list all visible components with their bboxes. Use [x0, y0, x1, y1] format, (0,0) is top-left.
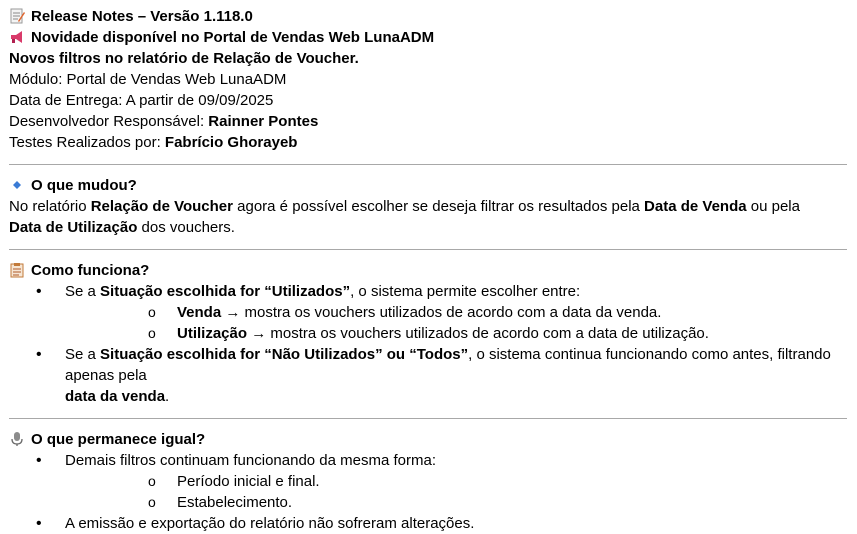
section-heading-unchanged	[9, 429, 849, 450]
announcement-text: Novidade disponível no Portal de Vendas Web LunaADM	[31, 29, 435, 46]
list-item: • A emissão e exportação do relatório não sofreram alterações.	[9, 513, 849, 534]
title-line	[9, 6, 849, 27]
how-it-works-heading: Como funciona?	[31, 262, 150, 279]
developer-name: Rainner Pontes	[208, 113, 319, 130]
text-segment: Demais filtros continuam funcionando da mesma forma:	[65, 452, 437, 469]
text-segment: .	[165, 388, 170, 405]
text-segment: No relatório	[9, 198, 91, 215]
sub-list	[65, 302, 849, 344]
memo-icon	[9, 8, 25, 24]
microphone-icon	[9, 431, 25, 447]
text-bold: Data de Utilização	[9, 219, 138, 236]
text-segment: Se a	[65, 283, 101, 300]
section-heading-what-changed	[9, 175, 849, 196]
divider	[9, 249, 847, 250]
tester-label: Testes Realizados por:	[9, 134, 165, 151]
text-bold: Utilização	[177, 325, 248, 342]
unchanged-heading: O que permanece igual?	[31, 431, 206, 448]
sub-list	[65, 471, 849, 513]
sub-list-item	[65, 302, 849, 323]
what-changed-heading: O que mudou?	[31, 177, 137, 194]
subtitle: Novos filtros no relatório de Relação de Voucher.	[9, 50, 359, 67]
blue-diamond-icon	[9, 177, 25, 193]
tester-line	[9, 132, 849, 153]
text-bold: Data de Venda	[644, 198, 747, 215]
text-bold: Venda	[177, 304, 222, 321]
list-item	[9, 281, 849, 344]
text-bold: Situação escolhida for “Utilizados”	[100, 283, 351, 300]
text-segment: , o sistema permite escolher entre:	[350, 283, 581, 300]
list-item	[9, 344, 849, 407]
text-segment: Se a	[65, 346, 101, 363]
sub-list-item	[65, 323, 849, 344]
tester-name: Fabrício Ghorayeb	[164, 134, 298, 151]
text-segment: → mostra os vouchers utilizados de acordo com a data de utilização.	[247, 325, 709, 342]
section-heading-how-it-works	[9, 260, 849, 281]
text-segment: → mostra os vouchers utilizados de acordo com a data da venda.	[221, 304, 662, 321]
text-bold: data da venda	[65, 388, 166, 405]
text-segment: ou pela	[746, 198, 800, 215]
text-bold: Relação de Voucher	[90, 198, 233, 215]
megaphone-icon	[9, 29, 25, 45]
delivery-line: Data de Entrega: A partir de 09/09/2025	[9, 92, 274, 109]
what-changed-text	[9, 196, 847, 238]
clipboard-icon	[9, 262, 25, 278]
text-segment: dos vouchers.	[137, 219, 235, 236]
divider	[9, 418, 847, 419]
how-it-works-list	[9, 281, 849, 407]
sub-list-item: o Período inicial e final.	[65, 471, 849, 492]
page-title: Release Notes – Versão 1.118.0	[31, 8, 253, 25]
module-line: Módulo: Portal de Vendas Web LunaADM	[9, 71, 287, 88]
sub-list-item: o Estabelecimento.	[65, 492, 849, 513]
divider	[9, 164, 847, 165]
text-segment: , o sistema continua funcionando como antes, filtrando apenas pela	[65, 346, 831, 384]
announcement-line	[9, 27, 849, 48]
developer-line	[9, 111, 849, 132]
unchanged-list	[9, 450, 849, 534]
list-item	[9, 450, 849, 513]
developer-label: Desenvolvedor Responsável:	[9, 113, 209, 130]
text-bold: Situação escolhida for “Não Utilizados” ou “Todos”	[100, 346, 469, 363]
text-segment: agora é possível escolher se deseja filtrar os resultados pela	[232, 198, 645, 215]
